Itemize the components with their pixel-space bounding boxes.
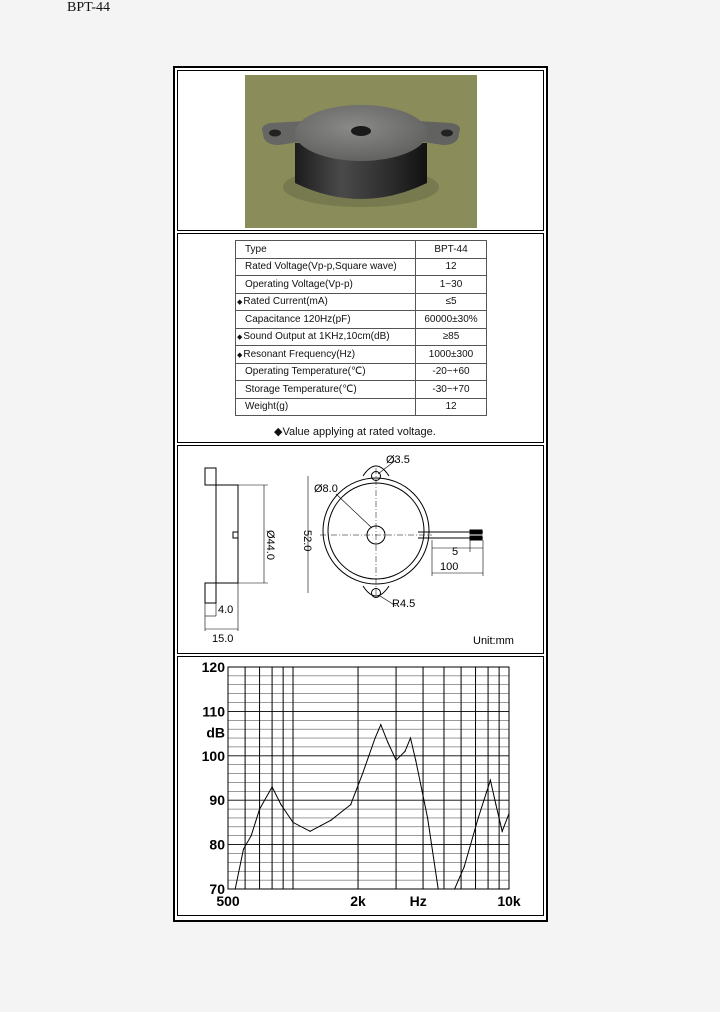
- data-point: [362, 773, 363, 774]
- buzzer-illustration: [245, 75, 477, 228]
- data-point: [235, 888, 236, 889]
- dim-span: 52.0: [301, 530, 313, 552]
- spec-value: ≤5: [416, 293, 487, 311]
- spec-row: [236, 311, 487, 329]
- spec-value: 12: [416, 398, 487, 416]
- data-point: [490, 780, 491, 781]
- spec-param: Operating Voltage(Vp-p): [236, 276, 416, 294]
- data-point: [387, 742, 388, 743]
- spec-value: -30~+70: [416, 381, 487, 399]
- y-tick-label: 90: [209, 792, 225, 809]
- data-point: [502, 831, 503, 832]
- spec-value: BPT-44: [416, 241, 487, 259]
- spec-panel: [177, 233, 544, 443]
- diamond-bullet-icon: ◆: [237, 351, 243, 359]
- dim-lead-short: 5: [452, 546, 459, 558]
- dim-center-dia: Ø8.0: [314, 483, 338, 495]
- x-tick-label: 500: [216, 893, 240, 909]
- data-point: [292, 822, 293, 823]
- document-title: BPT-44: [67, 0, 111, 15]
- spec-param: ◆Sound Output at 1KHz,10cm(dB): [236, 328, 416, 346]
- side-body: [216, 485, 238, 583]
- spec-param: Storage Temperature(℃): [236, 381, 416, 399]
- data-point: [380, 724, 381, 725]
- chart-panel: [177, 656, 544, 916]
- data-point: [404, 751, 405, 752]
- frequency-response-chart: [178, 657, 543, 915]
- data-point: [375, 737, 376, 738]
- data-point: [251, 835, 252, 836]
- spec-param: Weight(g): [236, 398, 416, 416]
- spec-param: Type: [236, 241, 416, 259]
- plot-border: [228, 667, 509, 889]
- side-flange-bottom: [205, 583, 216, 603]
- dim-body-dia: Ø44.0: [264, 530, 276, 560]
- data-point: [415, 760, 416, 761]
- spec-param: Capacitance 120Hz(pF): [236, 311, 416, 329]
- spec-value: 1~30: [416, 276, 487, 294]
- spec-row: [236, 363, 487, 381]
- data-point: [410, 737, 411, 738]
- spec-row: [236, 241, 487, 259]
- spec-note: [274, 425, 436, 438]
- data-point: [495, 804, 496, 805]
- y-axis-label: dB: [206, 724, 225, 741]
- diamond-bullet-icon: ◆: [274, 426, 283, 438]
- spec-table: [235, 240, 487, 416]
- diamond-bullet-icon: ◆: [237, 299, 243, 307]
- spec-row: [236, 328, 487, 346]
- data-point: [454, 888, 455, 889]
- data-point: [464, 866, 465, 867]
- data-point: [350, 804, 351, 805]
- data-point: [259, 808, 260, 809]
- spec-param: Operating Temperature(℃): [236, 363, 416, 381]
- response-curve: [235, 725, 509, 889]
- data-point: [508, 813, 509, 814]
- spec-param: Rated Voltage(Vp-p,Square wave): [236, 258, 416, 276]
- spec-value: ≥85: [416, 328, 487, 346]
- dim-hole-dia: Ø3.5: [386, 454, 410, 466]
- spec-value: 60000±30%: [416, 311, 487, 329]
- spec-param: ◆Resonant Frequency(Hz): [236, 346, 416, 364]
- data-point: [427, 817, 428, 818]
- y-tick-label: 120: [201, 659, 225, 675]
- data-point: [280, 804, 281, 805]
- data-point: [243, 848, 244, 849]
- spec-value: 1000±300: [416, 346, 487, 364]
- side-flange-top: [205, 468, 216, 485]
- x-axis-label: Hz: [409, 893, 427, 909]
- data-point: [395, 760, 396, 761]
- x-tick-label: 10k: [497, 893, 521, 909]
- y-tick-label: 70: [209, 881, 225, 897]
- datasheet-frame: [173, 66, 548, 922]
- data-point: [438, 888, 439, 889]
- data-point: [330, 820, 331, 821]
- y-tick-label: 100: [201, 747, 225, 764]
- spec-row: [236, 293, 487, 311]
- spec-row: [236, 381, 487, 399]
- dim-lead-long: 100: [440, 561, 459, 573]
- spec-value: 12: [416, 258, 487, 276]
- spec-row: [236, 258, 487, 276]
- dimension-drawing: [178, 446, 543, 653]
- product-photo: [245, 75, 477, 228]
- y-tick-label: 110: [202, 703, 225, 720]
- spec-note-text: Value applying at rated voltage.: [282, 426, 436, 438]
- diamond-bullet-icon: ◆: [237, 334, 243, 342]
- spec-param: ◆Rated Current(mA): [236, 293, 416, 311]
- y-tick-label: 80: [209, 836, 225, 853]
- data-point: [271, 786, 272, 787]
- dim-radius: R4.5: [392, 598, 416, 610]
- spec-row: [236, 346, 487, 364]
- dimension-panel: [177, 445, 544, 654]
- spec-value: -20~+60: [416, 363, 487, 381]
- spec-row: [236, 398, 487, 416]
- side-lead-exit: [233, 532, 238, 538]
- spec-row: [236, 276, 487, 294]
- dim-height: 15.0: [212, 633, 234, 645]
- data-point: [310, 831, 311, 832]
- x-tick-label: 2k: [350, 893, 366, 909]
- dim-flange-thk: 4.0: [218, 604, 234, 616]
- unit-label: Unit:mm: [473, 635, 514, 647]
- photo-panel: [177, 70, 544, 231]
- data-point: [478, 817, 479, 818]
